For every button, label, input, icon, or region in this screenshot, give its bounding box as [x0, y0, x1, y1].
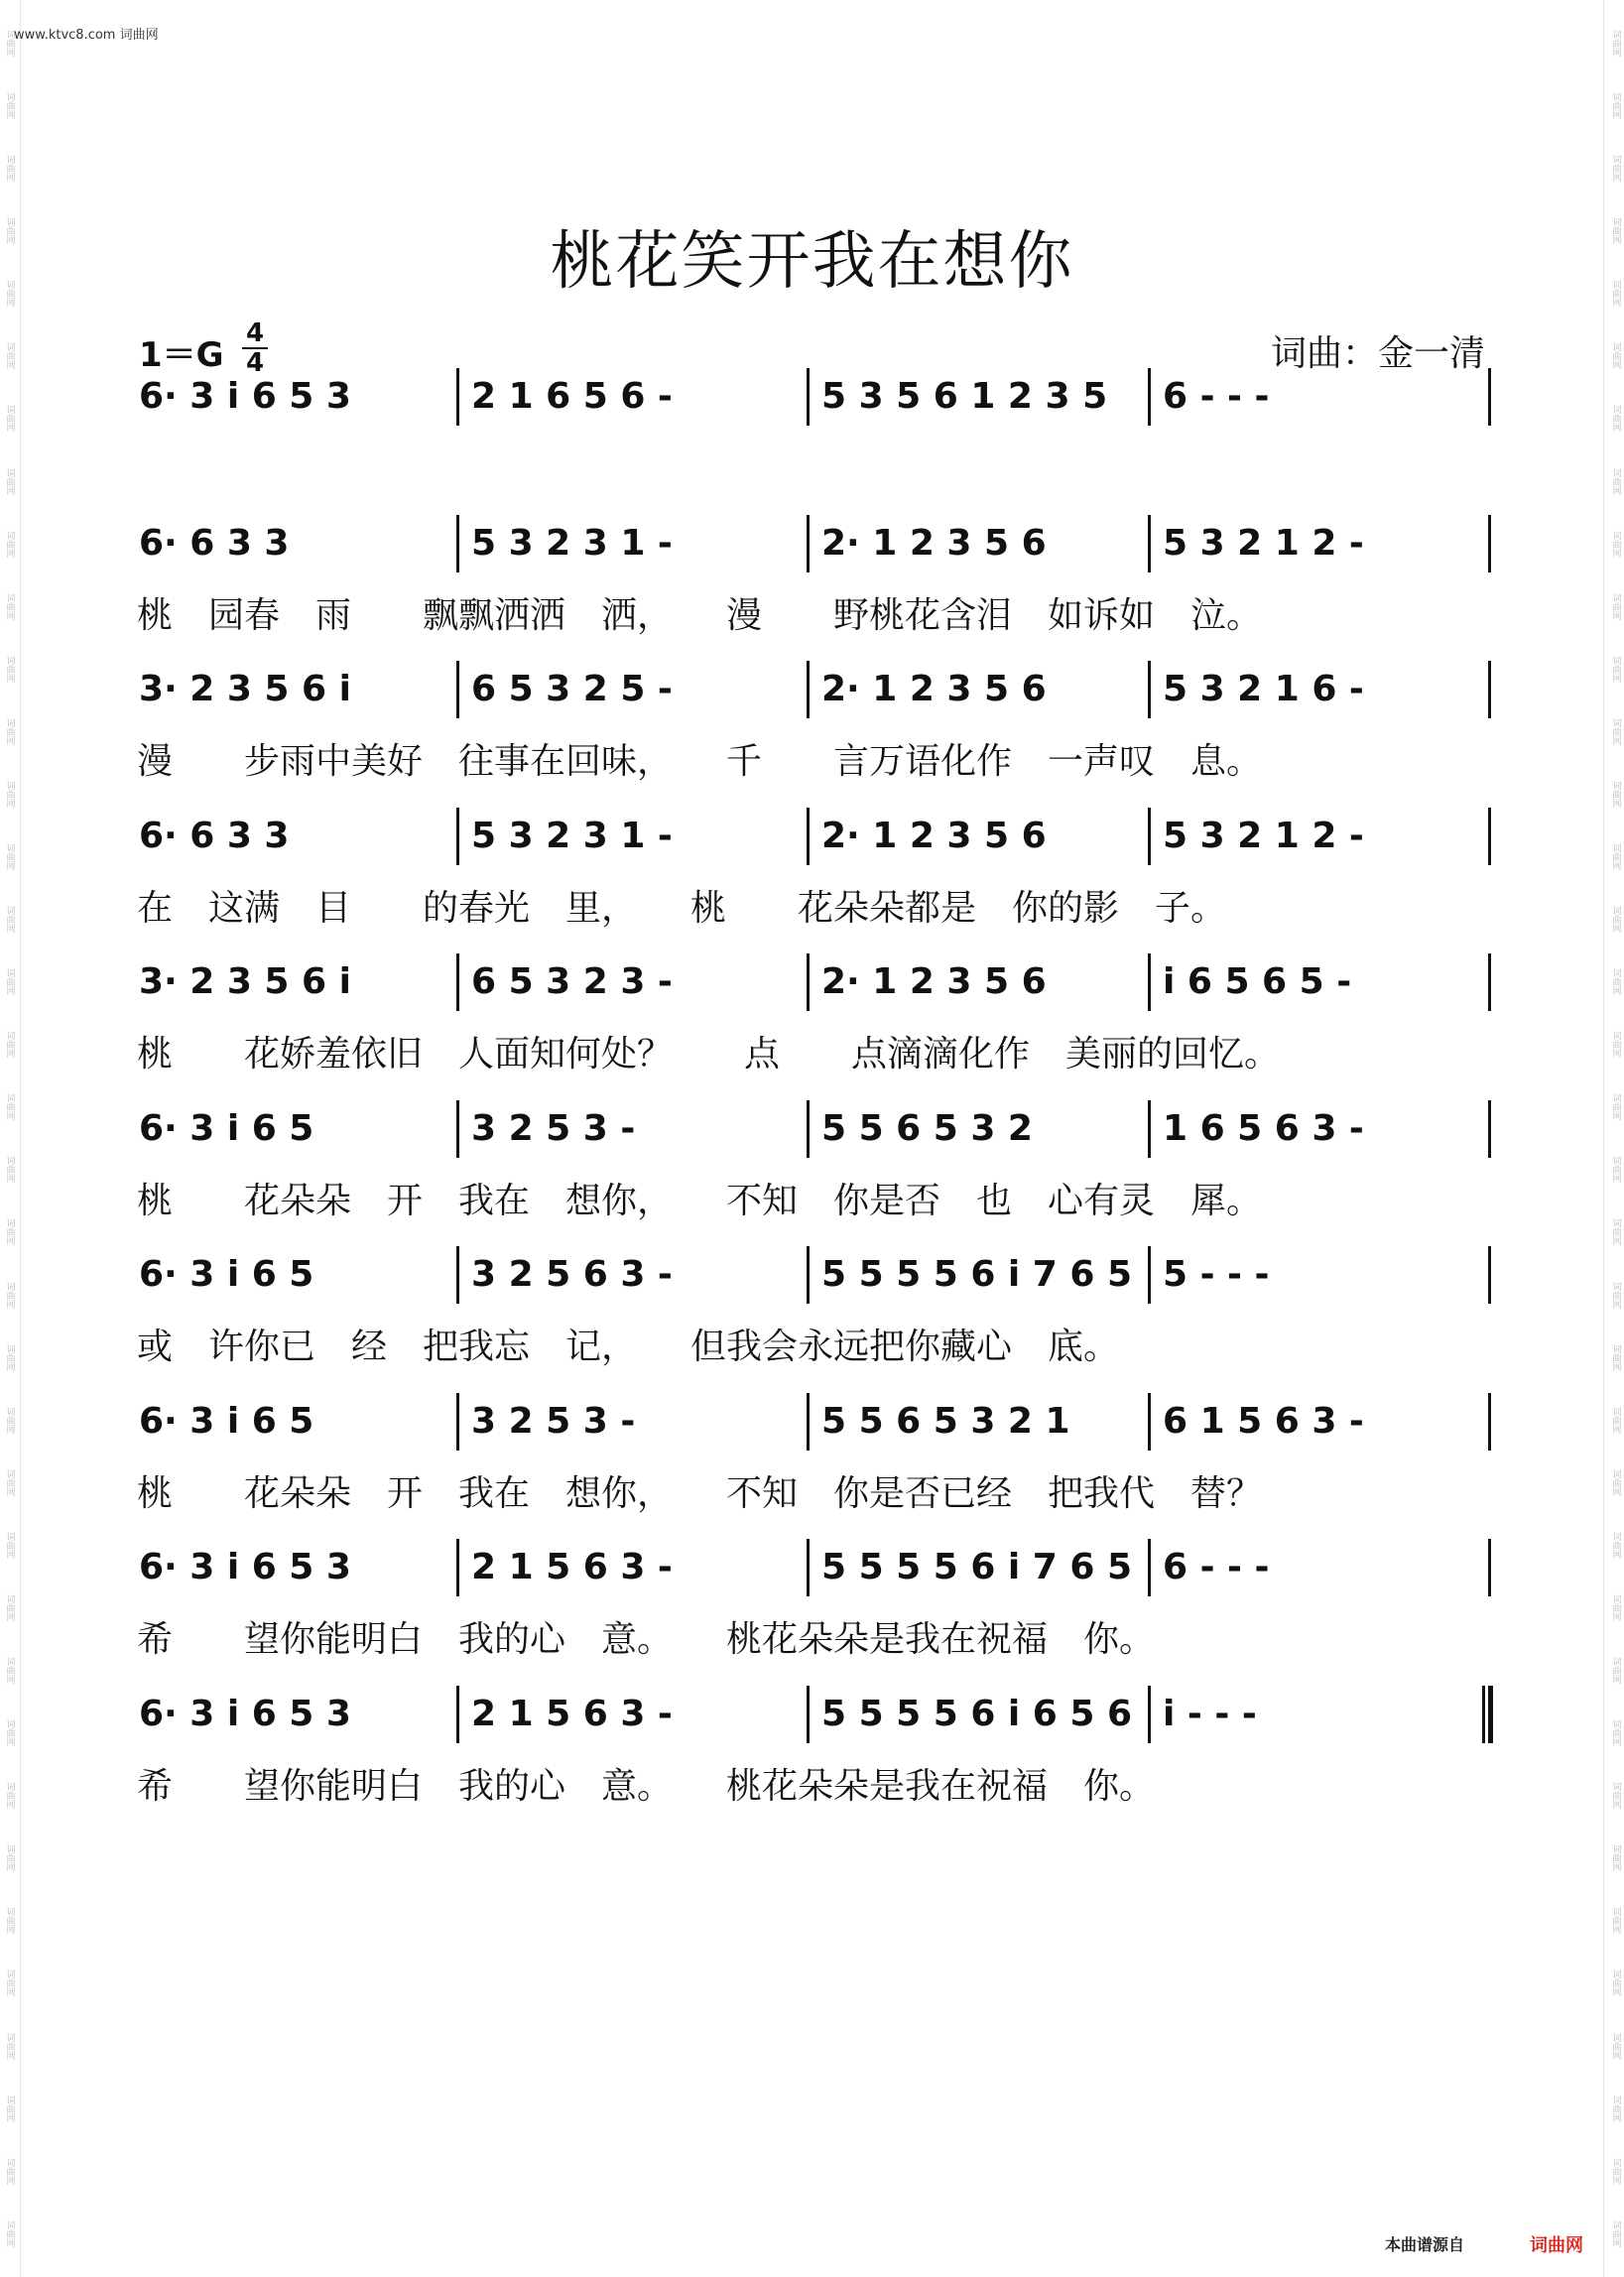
barline: [1488, 661, 1491, 718]
margin-watermark-mark: 词曲网: [1610, 342, 1621, 370]
margin-watermark-mark: 词曲网: [4, 655, 15, 683]
margin-watermark-mark: 词曲网: [4, 530, 15, 558]
lyrics-row: 在 这满 目 的春光 里， 桃 花朵朵都是 你的影 子。: [137, 888, 1227, 929]
measure: 1 6 5 6 3 -: [1163, 1108, 1364, 1149]
measure: 3· 2 3 5 6 i: [139, 669, 351, 709]
margin-watermark-mark: 词曲网: [1610, 1468, 1621, 1496]
lyrics-row: 桃 园春 雨 飘飘洒洒 洒， 漫 野桃花含泪 如诉如 泣。: [137, 595, 1263, 636]
margin-watermark-mark: 词曲网: [4, 780, 15, 808]
barline: [456, 1100, 459, 1158]
margin-watermark-mark: 词曲网: [4, 843, 15, 871]
measure: 6· 6 3 3: [139, 816, 290, 856]
measure: 5 3 2 3 1 -: [471, 523, 673, 564]
time-signature-numerator: 4: [242, 319, 268, 349]
margin-watermark-mark: 词曲网: [4, 1093, 15, 1121]
margin-watermark-mark: 词曲网: [4, 1719, 15, 1747]
margin-watermark-mark: 词曲网: [1610, 2157, 1621, 2185]
margin-watermark-mark: 词曲网: [4, 405, 15, 433]
key-signature: 1＝G: [139, 335, 224, 375]
margin-watermark-mark: 词曲网: [1610, 1657, 1621, 1685]
barline: [807, 1246, 810, 1304]
margin-watermark-mark: 词曲网: [1610, 1156, 1621, 1184]
margin-watermark-mark: 词曲网: [1610, 1593, 1621, 1621]
margin-watermark-mark: 词曲网: [4, 968, 15, 996]
margin-watermark-mark: 词曲网: [4, 1907, 15, 1935]
final-barline: [1482, 1686, 1492, 1743]
margin-watermark-mark: 词曲网: [4, 1782, 15, 1810]
margin-watermark-mark: 词曲网: [4, 1031, 15, 1059]
measure: 6· 3 i 6 5 3: [139, 1694, 351, 1734]
margin-watermark-mark: 词曲网: [1610, 906, 1621, 934]
notation-row: [0, 1538, 1624, 1597]
measure: 5 3 2 3 1 -: [471, 816, 673, 856]
footer-source-label: 本曲谱源自: [1385, 2235, 1465, 2254]
margin-watermark-mark: 词曲网: [1610, 843, 1621, 871]
measure: 5 3 2 1 2 -: [1163, 816, 1364, 856]
margin-watermark-mark: 词曲网: [4, 1343, 15, 1371]
measure: 2 1 6 5 6 -: [471, 376, 673, 417]
barline: [1148, 1539, 1151, 1596]
measure: i - - -: [1163, 1694, 1257, 1734]
margin-watermark-mark: 词曲网: [1610, 1343, 1621, 1371]
barline: [1488, 953, 1491, 1011]
measure: 5 3 5 6 1 2 3 5: [821, 376, 1108, 417]
measure: 5 - - -: [1163, 1254, 1270, 1295]
margin-watermark-mark: 词曲网: [4, 2219, 15, 2247]
barline: [456, 515, 459, 572]
barline: [1148, 1393, 1151, 1451]
measure: 3 2 5 3 -: [471, 1401, 636, 1442]
measure: 2· 1 2 3 5 6: [821, 961, 1047, 1002]
barline: [1488, 1246, 1491, 1304]
measure: 5 5 6 5 3 2: [821, 1108, 1033, 1149]
notation-row: [0, 514, 1624, 573]
measure: 6· 3 i 6 5 3: [139, 1547, 351, 1587]
barline: [1488, 1393, 1491, 1451]
barline: [1148, 515, 1151, 572]
margin-watermark-mark: 词曲网: [4, 1969, 15, 1997]
measure: 5 5 5 5 6 i 6 5 6: [821, 1694, 1132, 1734]
notation-row: [0, 952, 1624, 1012]
measure: 2 1 5 6 3 -: [471, 1547, 673, 1587]
margin-watermark-mark: 词曲网: [1610, 405, 1621, 433]
margin-watermark-mark: 词曲网: [1610, 2094, 1621, 2122]
lyrics-row: 希 望你能明白 我的心 意。 桃花朵朵是我在祝福 你。: [137, 1619, 1156, 1660]
measure: 5 5 6 5 3 2 1: [821, 1401, 1070, 1442]
margin-watermark-mark: 词曲网: [1610, 2219, 1621, 2247]
margin-watermark-mark: 词曲网: [1610, 217, 1621, 245]
margin-watermark-mark: 词曲网: [4, 1281, 15, 1309]
site-tag: www.ktvc8.com 词曲网: [14, 28, 159, 43]
notation-row: [0, 367, 1624, 427]
margin-watermark-mark: 词曲网: [4, 280, 15, 308]
margin-watermark-mark: 词曲网: [1610, 780, 1621, 808]
margin-watermark-mark: 词曲网: [4, 467, 15, 495]
margin-watermark-mark: 词曲网: [1610, 1031, 1621, 1059]
measure: 3· 2 3 5 6 i: [139, 961, 351, 1002]
barline: [1148, 808, 1151, 865]
barline: [1488, 808, 1491, 865]
barline: [1488, 1539, 1491, 1596]
margin-watermark-mark: 词曲网: [1610, 2032, 1621, 2060]
barline: [1488, 515, 1491, 572]
lyrics-row: 或 许你已 经 把我忘 记， 但我会永远把你藏心 底。: [137, 1327, 1120, 1367]
margin-watermark-mark: 词曲网: [4, 1156, 15, 1184]
footer-logo[interactable]: 词曲网: [1530, 2235, 1583, 2256]
lyrics-row: [137, 442, 1506, 497]
lyrics-row: 桃 花朵朵 开 我在 想你， 不知 你是否 也 心有灵 犀。: [137, 1181, 1263, 1221]
measure: 6 - - -: [1163, 1547, 1270, 1587]
lyrics-row: 漫 步雨中美好 往事在回味， 千 言万语化作 一声叹 息。: [137, 741, 1263, 782]
margin-watermark-mark: 词曲网: [4, 2157, 15, 2185]
measure: 5 5 5 5 6 i 7 6 5: [821, 1254, 1132, 1295]
notation-row: [0, 1685, 1624, 1747]
measure: 5 5 5 5 6 i 7 6 5: [821, 1547, 1132, 1587]
barline: [456, 808, 459, 865]
margin-watermark-mark: 词曲网: [4, 592, 15, 620]
barline: [1148, 661, 1151, 718]
margin-watermark-mark: 词曲网: [1610, 1844, 1621, 1872]
margin-watermark-mark: 词曲网: [4, 217, 15, 245]
measure: 2· 1 2 3 5 6: [821, 669, 1047, 709]
barline: [456, 1539, 459, 1596]
margin-watermark-mark: 词曲网: [1610, 1719, 1621, 1747]
margin-watermark-mark: 词曲网: [4, 1218, 15, 1246]
margin-watermark-mark: 词曲网: [4, 906, 15, 934]
margin-watermark-mark: 词曲网: [4, 1531, 15, 1559]
margin-watermark-mark: 词曲网: [1610, 530, 1621, 558]
margin-watermark-mark: 词曲网: [1610, 280, 1621, 308]
margin-watermark-mark: 词曲网: [4, 92, 15, 120]
margin-watermark-mark: 词曲网: [1610, 968, 1621, 996]
measure: 2 1 5 6 3 -: [471, 1694, 673, 1734]
barline: [807, 661, 810, 718]
margin-watermark-mark: 词曲网: [1610, 155, 1621, 183]
barline: [1148, 1246, 1151, 1304]
measure: 2· 1 2 3 5 6: [821, 523, 1047, 564]
margin-watermark-mark: 词曲网: [1610, 1531, 1621, 1559]
margin-watermark-mark: 词曲网: [1610, 1782, 1621, 1810]
barline: [807, 515, 810, 572]
lyrics-row: 桃 花朵朵 开 我在 想你， 不知 你是否已经 把我代 替？: [137, 1473, 1263, 1514]
measure: 6 5 3 2 3 -: [471, 961, 673, 1002]
margin-watermark-mark: 词曲网: [1610, 717, 1621, 745]
barline: [1148, 1686, 1151, 1743]
margin-watermark-mark: 词曲网: [4, 2094, 15, 2122]
margin-watermark-mark: 词曲网: [4, 2032, 15, 2060]
barline: [456, 1393, 459, 1451]
measure: 6 5 3 2 5 -: [471, 669, 673, 709]
measure: i 6 5 6 5 -: [1163, 961, 1352, 1002]
credit: 词曲：金一清: [1270, 333, 1485, 374]
margin-watermark-mark: 词曲网: [1610, 592, 1621, 620]
barline: [456, 368, 459, 426]
song-title: 桃花笑开我在想你: [550, 225, 1074, 299]
measure: 6· 3 i 6 5: [139, 1401, 314, 1442]
margin-watermark-mark: 词曲网: [1610, 655, 1621, 683]
margin-watermark-mark: 词曲网: [4, 1468, 15, 1496]
barline: [456, 1686, 459, 1743]
margin-watermark-mark: 词曲网: [4, 342, 15, 370]
barline: [807, 1539, 810, 1596]
margin-watermark-mark: 词曲网: [4, 717, 15, 745]
margin-watermark-mark: 词曲网: [1610, 1281, 1621, 1309]
time-signature-denominator: 4: [245, 348, 265, 378]
margin-watermark-mark: 词曲网: [1610, 1406, 1621, 1434]
measure: 2· 1 2 3 5 6: [821, 816, 1047, 856]
notation-row: [0, 1245, 1624, 1305]
lyrics-row: 希 望你能明白 我的心 意。 桃花朵朵是我在祝福 你。: [137, 1766, 1156, 1807]
notation-row: [0, 660, 1624, 719]
barline: [807, 368, 810, 426]
measure: 6· 6 3 3: [139, 523, 290, 564]
barline: [807, 953, 810, 1011]
measure: 6· 3 i 6 5: [139, 1108, 314, 1149]
lyrics-row: 桃 花娇羞依旧 人面知何处？ 点 点滴滴化作 美丽的回忆。: [137, 1034, 1281, 1075]
margin-watermark-mark: 词曲网: [4, 1844, 15, 1872]
margin-watermark-mark: 词曲网: [1610, 30, 1621, 57]
measure: 6· 3 i 6 5: [139, 1254, 314, 1295]
measure: 5 3 2 1 2 -: [1163, 523, 1364, 564]
margin-watermark-mark: 词曲网: [4, 155, 15, 183]
measure: 6 - - -: [1163, 376, 1270, 417]
margin-watermark-mark: 词曲网: [1610, 92, 1621, 120]
margin-watermark-mark: 词曲网: [1610, 1218, 1621, 1246]
barline: [456, 661, 459, 718]
margin-watermark-mark: 词曲网: [4, 1406, 15, 1434]
margin-watermark-mark: 词曲网: [1610, 467, 1621, 495]
measure: 6 1 5 6 3 -: [1163, 1401, 1364, 1442]
barline: [1148, 1100, 1151, 1158]
notation-row: [0, 1392, 1624, 1452]
margin-watermark-mark: 词曲网: [1610, 1907, 1621, 1935]
barline: [807, 1393, 810, 1451]
measure: 5 3 2 1 6 -: [1163, 669, 1364, 709]
barline: [456, 1246, 459, 1304]
notation-row: [0, 807, 1624, 866]
margin-watermark-mark: 词曲网: [4, 30, 15, 57]
barline: [456, 953, 459, 1011]
margin-watermark-mark: 词曲网: [4, 1657, 15, 1685]
barline: [1148, 368, 1151, 426]
measure: 3 2 5 3 -: [471, 1108, 636, 1149]
notation-row: [0, 1099, 1624, 1159]
barline: [1488, 1100, 1491, 1158]
barline: [807, 1100, 810, 1158]
margin-watermark-mark: 词曲网: [1610, 1969, 1621, 1997]
measure: 6· 3 i 6 5 3: [139, 376, 351, 417]
margin-watermark-mark: 词曲网: [4, 1593, 15, 1621]
barline: [807, 808, 810, 865]
barline: [1148, 953, 1151, 1011]
barline: [807, 1686, 810, 1743]
barline: [1488, 368, 1491, 426]
measure: 3 2 5 6 3 -: [471, 1254, 673, 1295]
margin-watermark-mark: 词曲网: [1610, 1093, 1621, 1121]
